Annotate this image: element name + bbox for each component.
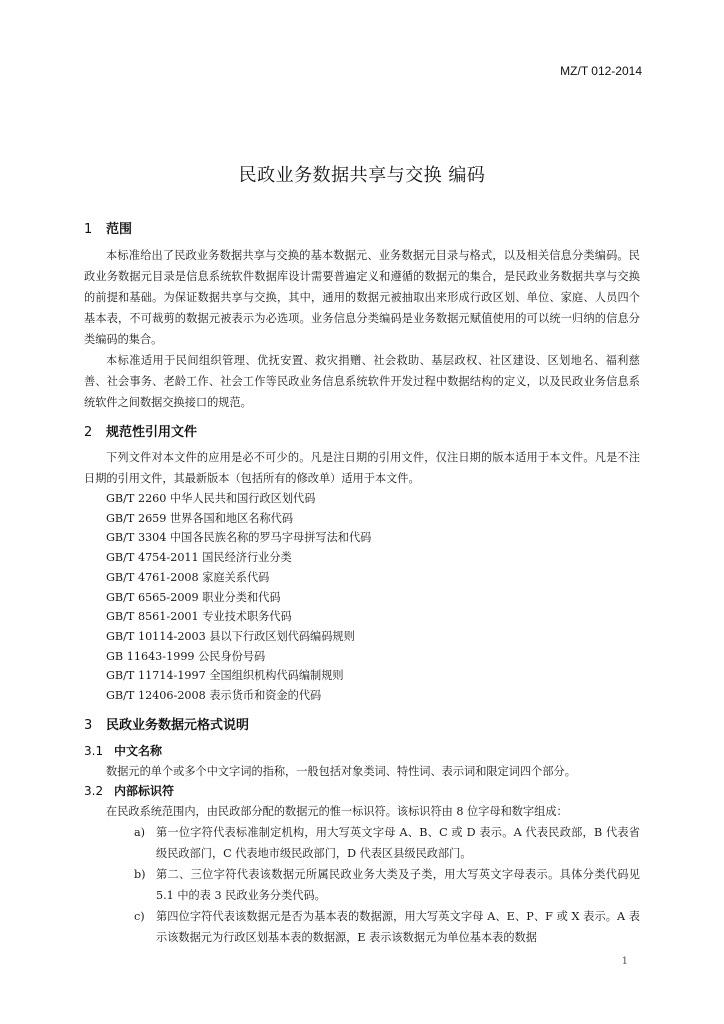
list-marker: a) [134,825,146,839]
list-item-text: 第一位字符代表标准制定机构，用大写英文字母 A、B、C 或 D 表示。A 代表民政部，B 代表省级民政部门，C 代表地市级民政部门，D 代表区县级民政部门。 [156,825,640,860]
section-2-heading [84,423,640,443]
reference-item: GB/T 2659 世界各国和地区名称代码 [106,511,294,525]
paragraph: 下列文件对本文件的应用是必不可少的。凡是注日期的引用文件，仅注日期的版本适用于本文件。凡是不注日期的引用文件，其最新版本（包括所有的修改单）适用于本文件。 [84,451,640,485]
list-item-text: 第二、三位字符代表该数据元所属民政业务大类及子类，用大写英文字母表示。具体分类代码见 5.1 中的表 3 民政业务分类代码。 [156,867,640,902]
document-body [84,220,640,948]
section-title: 民政业务数据元格式说明 [106,717,250,733]
list-marker: c) [134,909,145,923]
list-item [84,864,640,906]
paragraph: 本标准给出了民政业务数据共享与交换的基本数据元、业务数据元目录与格式，以及相关信息分类编码。民政业务数据元目录是信息系统软件数据库设计需要普遍定义和遵循的数据元的集合，是民政业务数据共享与交换的前提和基础。为保证数据共享与交换，其中，通用的数据元被抽取出来形成行政区划、单位、家庭、人员四个基本表，不可裁剪的数据元被表示为必选项。业务信息分类编码是业务数据元赋值使用的可以统一归纳的信息分类编码的集合。 [84,249,640,346]
reference-item: GB/T 8561-2001 专业技术职务代码 [106,610,292,624]
subsection-number: 3.1 [84,743,104,758]
list-item [84,822,640,864]
reference-item: GB 11643-1999 公民身份号码 [106,649,266,663]
reference-item: GB/T 10114-2003 县以下行政区划代码编码规则 [106,629,355,643]
document-title: 民政业务数据共享与交换 编码 [238,165,486,186]
section-3-heading [84,716,640,736]
reference-item: GB/T 4761-2008 家庭关系代码 [106,570,270,584]
page-number: 1 [621,956,628,967]
reference-item: GB/T 4754-2011 国民经济行业分类 [106,551,292,565]
section-number: 1 [84,222,93,237]
section-title: 规范性引用文件 [106,425,198,440]
subsection-title: 内部标识符 [114,783,175,798]
reference-item: GB/T 6565-2009 职业分类和代码 [106,590,281,604]
section-title: 范围 [106,222,133,237]
subsection-3-1-heading [84,742,640,761]
subsection-title: 中文名称 [114,743,163,758]
reference-item: GB/T 12406-2008 表示货币和资金的代码 [106,689,322,703]
section-number: 3 [84,717,93,733]
subsection-3-2-heading [84,782,640,801]
list-item [84,906,640,948]
paragraph: 数据元的单个或多个中文字词的指称，一般包括对象类词、特性词、表示词和限定词四个部分。 [106,764,576,778]
reference-list [84,489,640,706]
list-item-text: 第四位字符代表该数据元是否为基本表的数据源，用大写英文字母 A、E、P、F 或 X 表示。A 表示该数据元为行政区划基本表的数据源，E 表示该数据元为单位基本表的数据 [156,909,640,944]
paragraph: 在民政系统范围内，由民政部分配的数据元的惟一标识符。该标识符由 8 位字母和数字组成： [106,804,568,818]
reference-item: GB/T 3304 中国各民族名称的罗马字母拼写法和代码 [106,531,372,545]
reference-item: GB/T 2260 中华人民共和国行政区划代码 [106,492,316,505]
section-number: 2 [84,425,93,440]
paragraph: 本标准适用于民间组织管理、优抚安置、救灾捐赠、社会救助、基层政权、社区建设、区划地名、福利慈善、社会事务、老龄工作、社会工作等民政业务信息系统软件开发过程中数据结构的定义，以及民政业务信息系统软件之间数据交换接口的规范。 [84,354,640,409]
section-1-heading [84,220,640,240]
list-marker: b) [134,867,146,881]
standard-code: MZ/T 012-2014 [560,64,642,78]
subsection-number: 3.2 [84,783,104,798]
reference-item: GB/T 11714-1997 全国组织机构代码编制规则 [106,669,344,683]
